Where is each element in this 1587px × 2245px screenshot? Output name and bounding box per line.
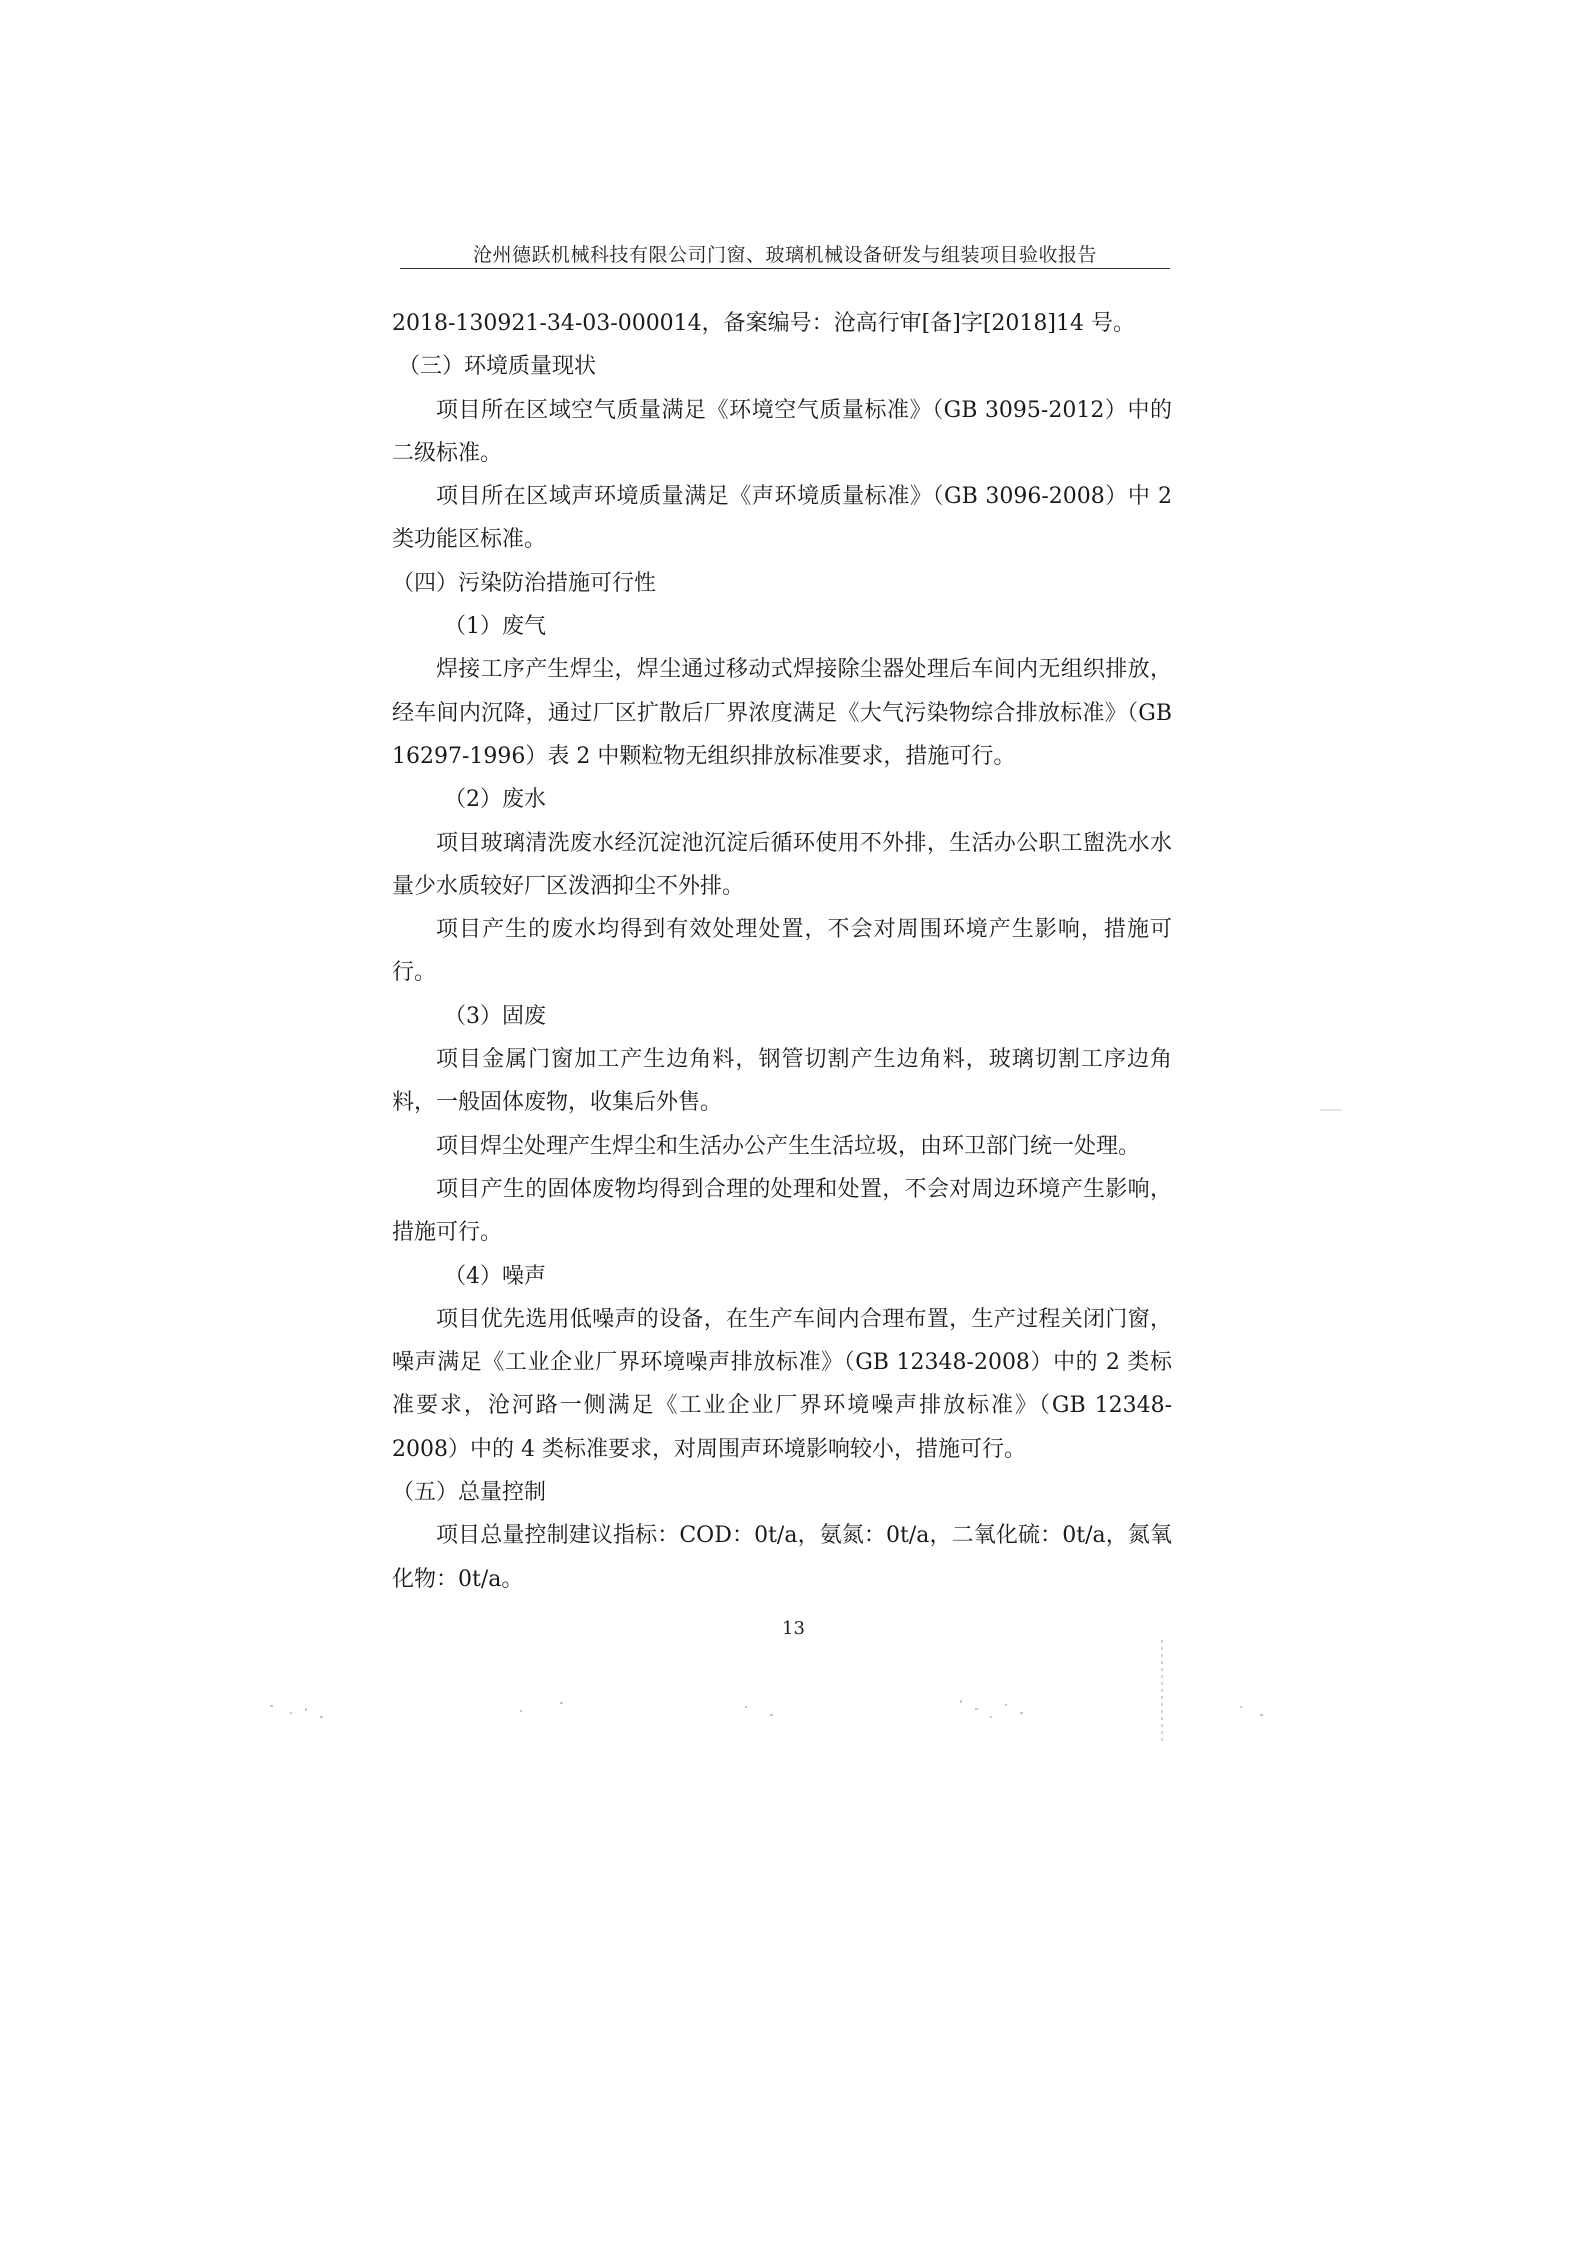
subheading-noise: （4）噪声 (444, 1263, 546, 1289)
header-rule (400, 268, 1170, 269)
paragraph-project-code: 2018-130921-34-03-000014，备案编号：沧高行审[备]字[2018]14 号。 (392, 311, 1135, 336)
section-heading-pollution-control: （四）污染防治措施可行性 (392, 570, 657, 596)
paragraph-waste-gas: 焊接工序产生焊尘，焊尘通过移动式焊接除尘器处理后车间内无组织排放，经车间内沉降，通过厂区扩散后厂界浓度满足《大气污染物综合排放标准》（GB 16297-1996）表 2 中颗粒物无组织排放标准要求，措施可行。 (392, 657, 1172, 769)
running-header: 沧州德跃机械科技有限公司门窗、玻璃机械设备研发与组装项目验收报告 (472, 244, 1097, 266)
paragraph-solid-waste-2: 项目焊尘处理产生焊尘和生活办公产生生活垃圾，由环卫部门统一处理。 (436, 1133, 1141, 1159)
section-heading-environment-quality: （三）环境质量现状 (398, 354, 597, 380)
paragraph-solid-waste-1: 项目金属门窗加工产生边角料，钢管切割产生边角料，玻璃切割工序边角料，一般固体废物，收集后外售。 (392, 1047, 1172, 1116)
page-number: 13 (782, 1618, 805, 1639)
paragraph-total-control: 项目总量控制建议指标：COD：0t/a，氨氮：0t/a，二氧化硫：0t/a，氮氧化物：0t/a。 (392, 1523, 1172, 1592)
paragraph-noise-quality: 项目所在区域声环境质量满足《声环境质量标准》（GB 3096-2008）中 2 类功能区标准。 (392, 484, 1172, 553)
subheading-waste-water: （2）废水 (444, 787, 546, 813)
paragraph-waste-water-2: 项目产生的废水均得到有效处理处置，不会对周围环境产生影响，措施可行。 (392, 917, 1172, 986)
subheading-solid-waste: （3）固废 (444, 1003, 546, 1029)
body-text (392, 302, 1172, 1601)
paragraph-waste-water-1: 项目玻璃清洗废水经沉淀池沉淀后循环使用不外排，生活办公职工盥洗水水量少水质较好厂区泼洒抑尘不外排。 (392, 830, 1172, 899)
paragraph-air-quality: 项目所在区域空气质量满足《环境空气质量标准》（GB 3095-2012）中的二级标准。 (392, 397, 1172, 466)
paragraph-noise: 项目优先选用低噪声的设备，在生产车间内合理布置，生产过程关闭门窗，噪声满足《工业企业厂界环境噪声排放标准》（GB 12348-2008）中的 2 类标准要求，沧河路一侧满足《工业企业厂界环境噪声排放标准》（GB 12348-2008）中的 4 类标准要求，对周围声环境影响较小，措施可行。 (392, 1306, 1172, 1462)
subheading-waste-gas: （1）废气 (444, 614, 546, 640)
section-heading-total-control: （五）总量控制 (392, 1480, 547, 1506)
paragraph-solid-waste-3: 项目产生的固体废物均得到合理的处理和处置，不会对周边环境产生影响，措施可行。 (392, 1176, 1172, 1246)
